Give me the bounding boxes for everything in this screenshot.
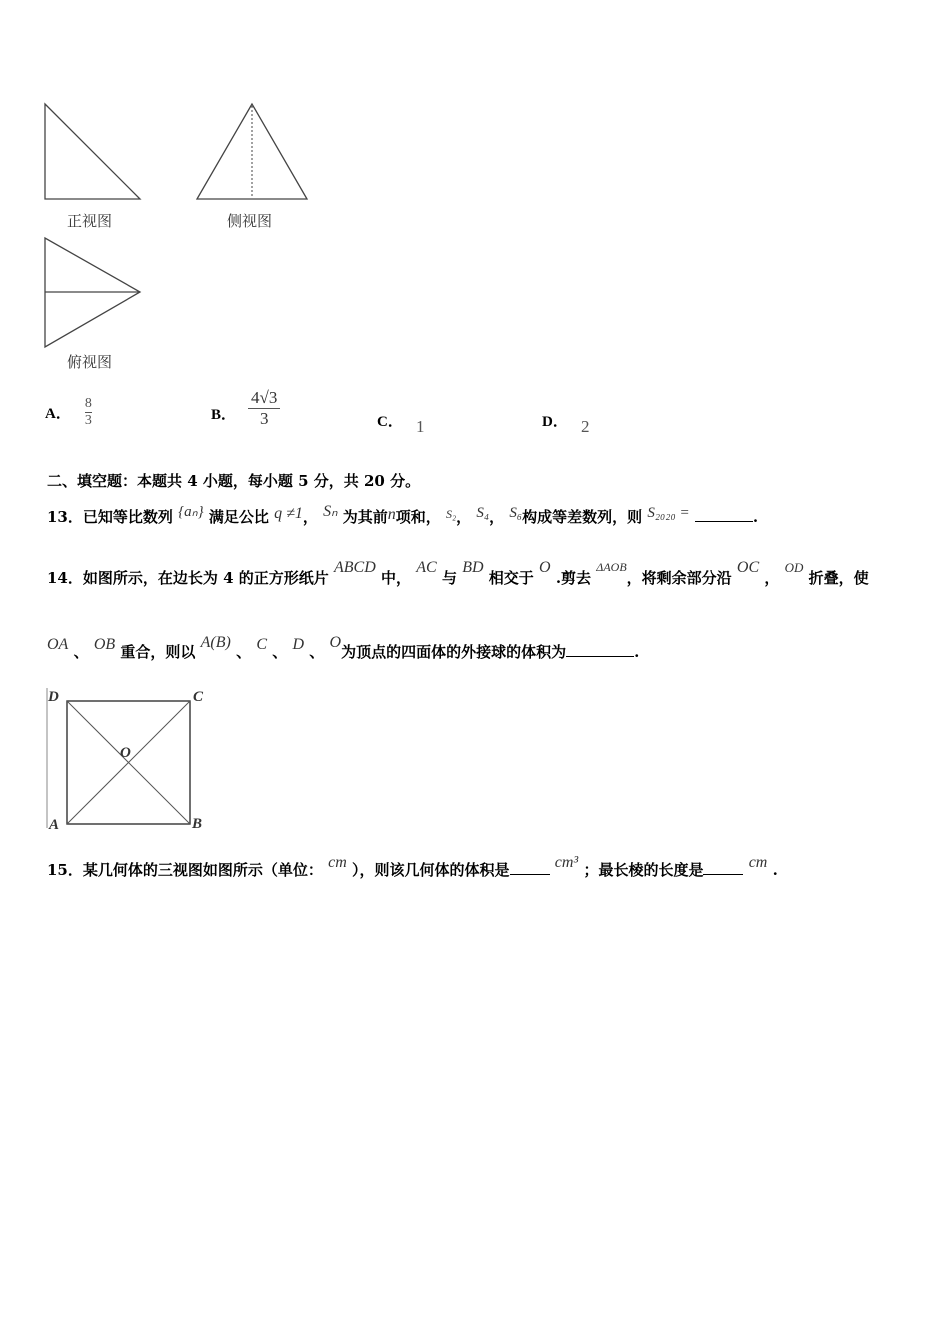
option-d-label: D． [542, 414, 568, 430]
q15-t3: ；最长棱的长度是 [583, 861, 704, 879]
q13-seq: {aₙ} [178, 504, 204, 520]
q13-s2020: S₂₀₂₀ = [647, 505, 690, 521]
q13-sn: Sₙ [323, 503, 338, 520]
option-a[interactable] [45, 396, 92, 429]
option-c-value: 1 [415, 417, 425, 436]
label-c: C [193, 689, 204, 705]
q14-sep4: 、 [309, 643, 325, 661]
q14-oc: OC [736, 559, 760, 576]
q14-sep2: 、 [236, 643, 252, 661]
q14-c: C [256, 636, 267, 653]
option-d[interactable] [542, 410, 590, 436]
q14-sep1: 、 [73, 643, 89, 661]
front-view-triangle [45, 104, 140, 199]
section-title: 二、填空题：本题共 4 小题，每小题 5 分，共 20 分。 [47, 472, 421, 490]
label-b: B [192, 816, 203, 832]
q15-unit2: cm [748, 854, 768, 871]
q13-n: n [387, 506, 396, 523]
option-a-denominator: 3 [84, 413, 92, 428]
q14-t5: ，将剩余部分沿 [626, 569, 732, 587]
q13-c2: ， [456, 508, 472, 526]
option-b-numerator: 4√3 [251, 388, 278, 407]
question-14-line-2 [47, 634, 640, 662]
q13-lead: 13．已知等比数列 [47, 508, 173, 526]
q14-t6: 折叠，使 [808, 569, 869, 587]
q13-q: q ≠1 [274, 505, 303, 522]
q13-t4: 构成等差数列，则 [522, 508, 643, 526]
q14-end: . [634, 643, 640, 661]
three-view-figure [0, 0, 330, 350]
q14-o2: O [329, 634, 342, 651]
q14-ob: OB [93, 636, 116, 653]
question-13 [47, 503, 759, 527]
q13-c3: ， [489, 508, 505, 526]
q14-ac: AC [416, 559, 437, 576]
question-15 [47, 854, 778, 880]
q13-s2: S₂ [445, 507, 457, 521]
label-d: D [48, 689, 59, 705]
option-c-label: C． [377, 414, 403, 430]
q13-end: . [752, 508, 759, 526]
label-a: A [49, 817, 60, 833]
q14-t4: .剪去 [555, 569, 592, 587]
q15-lead: 15．某几何体的三视图如图所示（单位： [47, 861, 323, 879]
q13-t1: 满足公比 [208, 508, 269, 526]
question-14-line-1 [47, 559, 869, 588]
q14-oa: OA [47, 636, 69, 653]
q14-t1: 中， [381, 569, 412, 587]
q15-end: . [772, 861, 778, 879]
q14-c1: ， [764, 569, 780, 587]
option-b-label: B． [211, 407, 237, 423]
q14-o: O [539, 559, 551, 576]
q14-t3: 相交于 [488, 569, 534, 587]
q13-answer-blank[interactable] [695, 509, 753, 522]
q15-volume-blank[interactable] [510, 862, 550, 875]
q14-aob: ΔAOB [596, 560, 627, 574]
option-a-numerator: 8 [84, 396, 92, 411]
q14-abcd: ABCD [334, 559, 376, 576]
option-b-denominator: 3 [259, 409, 269, 428]
q15-t2: ），则该几何体的体积是 [352, 861, 510, 879]
option-d-value: 2 [580, 417, 590, 436]
q14-t8: 为顶点的四面体的外接球的体积为 [341, 643, 567, 661]
q15-edge-blank[interactable] [703, 862, 743, 875]
front-view-caption: 正视图 [67, 212, 113, 230]
option-a-fraction [85, 396, 92, 429]
q14-od: OD [784, 560, 804, 575]
q13-t2: 为其前 [342, 508, 388, 526]
q14-answer-blank[interactable] [566, 644, 634, 657]
q13-t3: 项和， [395, 508, 441, 526]
option-b[interactable] [211, 388, 280, 429]
label-o: O [120, 745, 131, 761]
q14-ab: A(B) [200, 634, 231, 651]
option-b-fraction [248, 388, 280, 429]
q14-lead: 14．如图所示，在边长为 4 的正方形纸片 [47, 569, 329, 587]
q14-t2: 与 [441, 569, 457, 587]
top-view-caption: 俯视图 [67, 353, 113, 371]
q14-sep3: 、 [272, 643, 288, 661]
q13-c1: ， [302, 508, 318, 526]
q14-d: D [292, 636, 305, 653]
option-a-label: A． [45, 406, 71, 422]
q15-unit3: cm³ [554, 854, 579, 871]
q14-bd: BD [462, 559, 484, 576]
q15-unit: cm [328, 854, 347, 871]
q13-s6: S₆ [509, 505, 523, 521]
side-view-caption: 侧视图 [227, 212, 273, 230]
square-figure [40, 684, 220, 834]
option-c[interactable] [377, 410, 425, 436]
q14-t7: 重合，则以 [120, 643, 196, 661]
q13-s4: S₄ [476, 505, 490, 521]
